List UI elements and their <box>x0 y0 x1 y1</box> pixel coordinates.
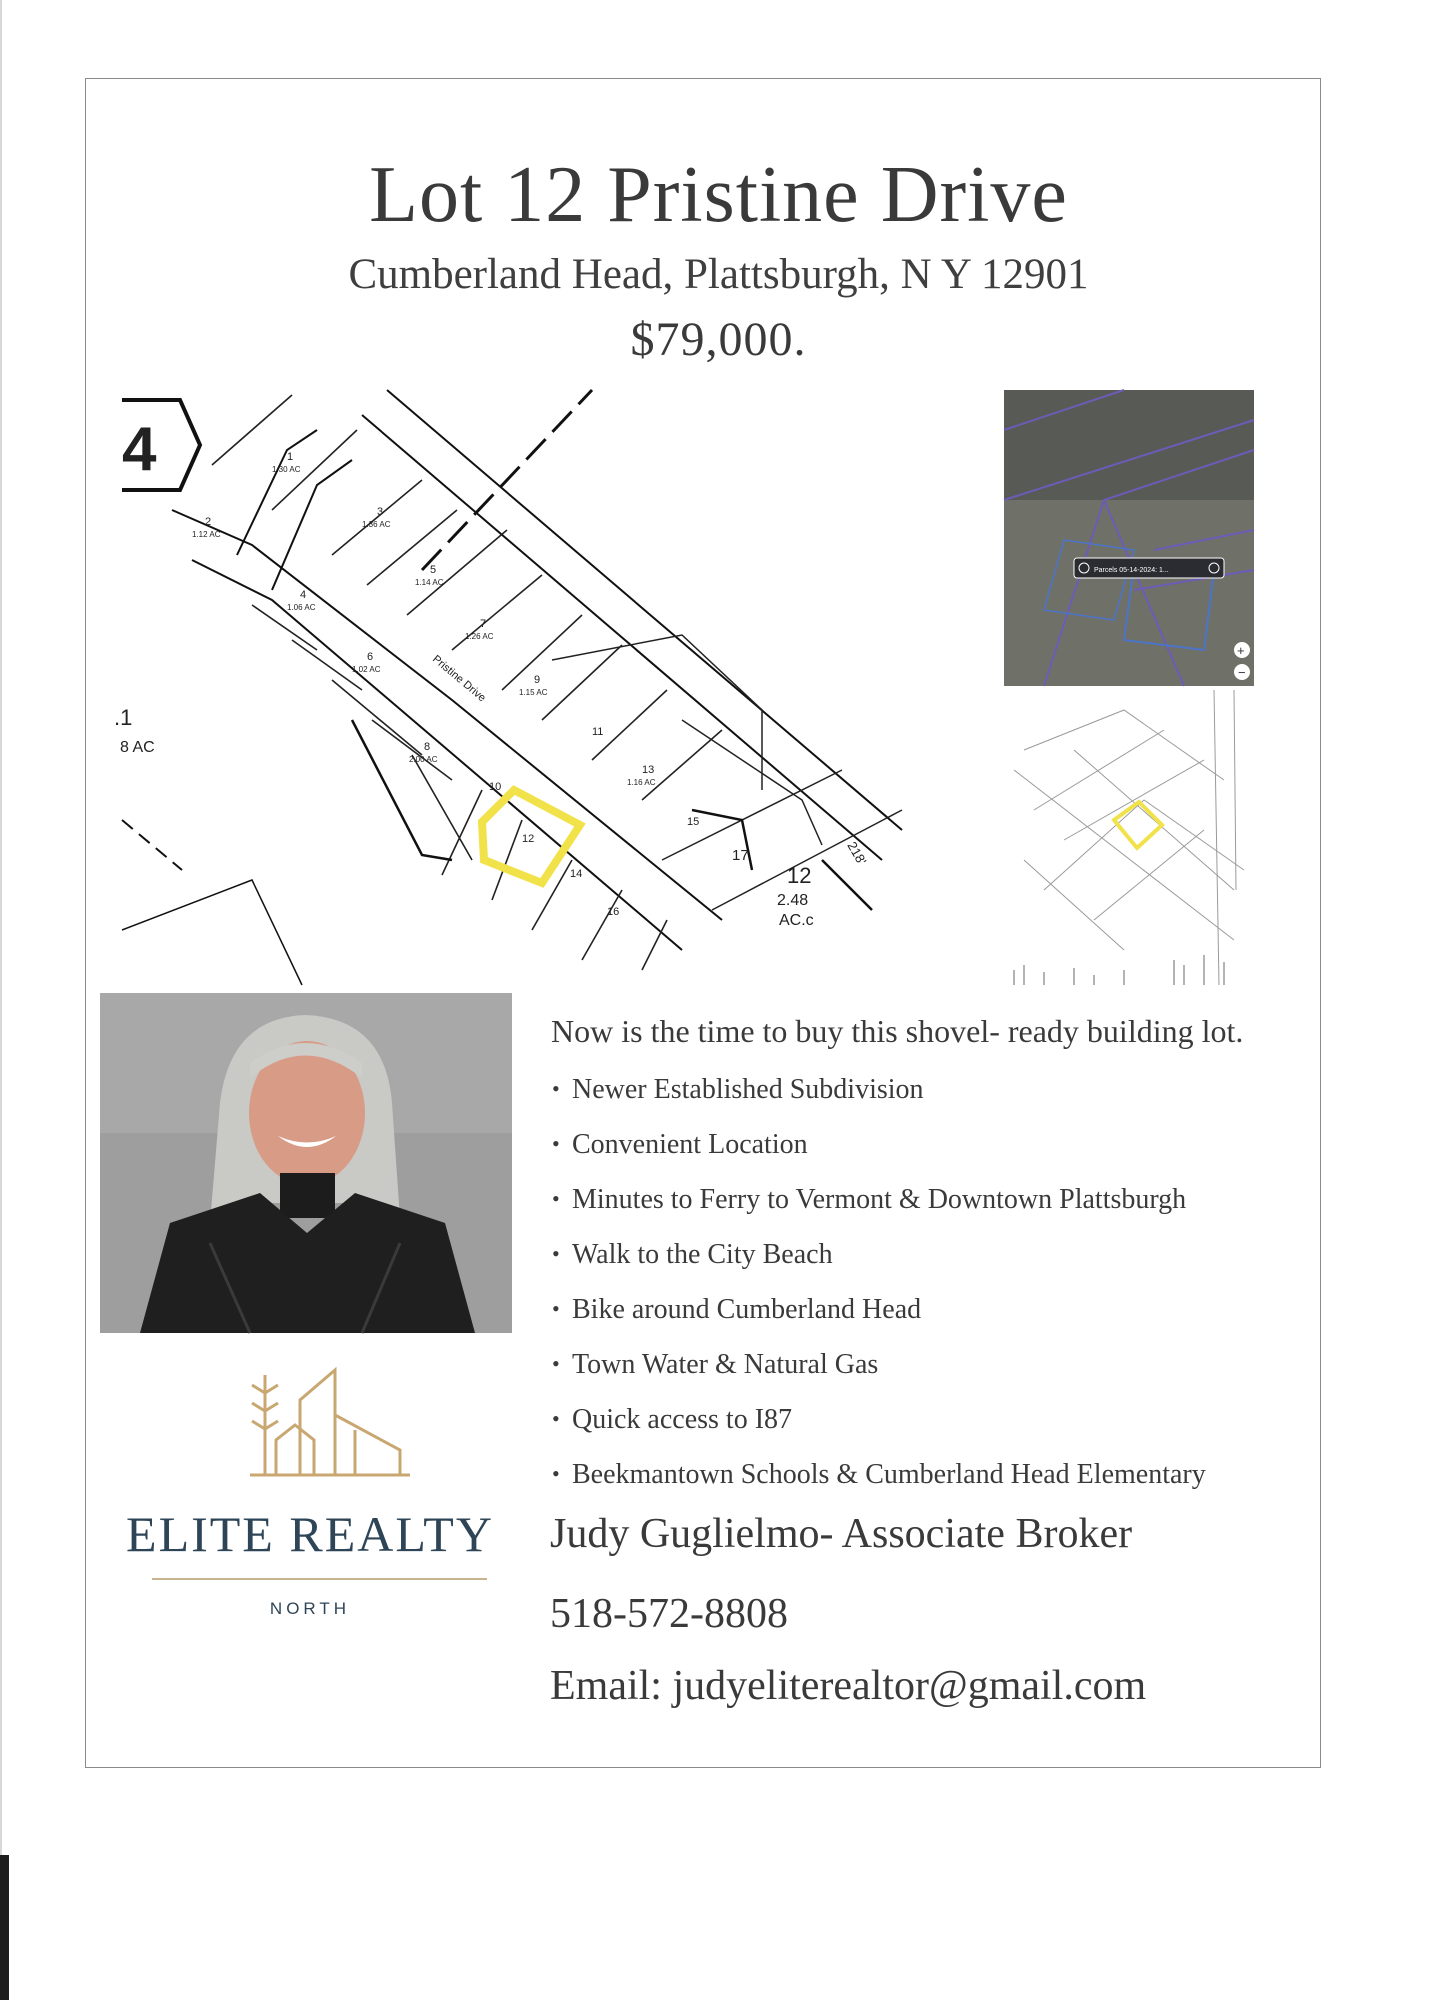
agent-photo <box>100 993 512 1333</box>
feature-text: Bike around Cumberland Head <box>572 1294 922 1325</box>
brand-logo <box>100 1355 520 1615</box>
lot-number: 10 <box>489 781 502 793</box>
feature-item <box>552 1074 1206 1129</box>
feature-item <box>552 1459 1206 1514</box>
agent-email[interactable]: Email: judyeliterealtor@gmail.com <box>550 1663 1147 1709</box>
lot-acreage: 1.16 AC <box>627 778 656 787</box>
feature-text: Quick access to I87 <box>572 1404 793 1435</box>
zoom-out-label: − <box>1238 665 1246 680</box>
lot-number: 9 <box>534 674 541 686</box>
lot-number: 11 <box>592 726 604 738</box>
section-number: 4 <box>122 415 157 484</box>
lot-number: 12 <box>522 833 535 845</box>
lot-number: 3 <box>377 506 384 518</box>
lot-acreage: 1.02 AC <box>352 665 381 674</box>
bullet-icon: • <box>552 1131 560 1156</box>
listing-headline: Now is the time to buy this shovel- ready building lot. <box>551 1013 1244 1049</box>
bullet-icon: • <box>552 1406 560 1431</box>
right-parcel-number: 12 <box>787 863 812 888</box>
lot-acreage: 1.06 AC <box>287 603 316 612</box>
lot-number: 8 <box>424 741 431 753</box>
bullet-icon: • <box>552 1351 560 1376</box>
feature-text: Town Water & Natural Gas <box>572 1349 879 1380</box>
brand-name: ELITE REALTY <box>126 1506 494 1562</box>
lot-number: 7 <box>480 618 487 630</box>
feature-text: Minutes to Ferry to Vermont & Downtown Plattsburgh <box>572 1184 1187 1215</box>
feature-item <box>552 1349 1206 1404</box>
overview-plat-map <box>1004 690 1254 985</box>
zoom-in-label: + <box>1237 643 1245 658</box>
feature-item <box>552 1184 1206 1239</box>
listing-location: Cumberland Head, Plattsburgh, N Y 12901 <box>348 251 1089 298</box>
lot-acreage: 1.36 AC <box>362 520 391 529</box>
lot-number: 2 <box>205 516 212 528</box>
map-popup-text: Parcels 05-14-2024: 1... <box>1094 567 1169 574</box>
road-label: Pristine Drive <box>430 653 488 705</box>
lot-number: 5 <box>430 564 437 576</box>
agent-name-title: Judy Guglielmo- Associate Broker <box>550 1511 1133 1557</box>
right-parcel-acreage: AC.c <box>779 912 814 929</box>
feature-item <box>552 1129 1206 1184</box>
lot-number: 15 <box>687 816 700 828</box>
lot-acreage: 1.26 AC <box>465 632 494 641</box>
feature-text: Convenient Location <box>572 1129 808 1160</box>
lot-number: 1 <box>287 451 294 463</box>
bullet-icon: • <box>552 1186 560 1211</box>
lot-acreage: 2.00 AC <box>409 755 438 764</box>
bullet-icon: • <box>552 1076 560 1101</box>
feature-text: Newer Established Subdivision <box>572 1074 924 1105</box>
lot-number: 13 <box>642 764 655 776</box>
feature-item <box>552 1239 1206 1294</box>
lot-acreage: 1.12 AC <box>192 530 221 539</box>
right-dimension: 218' <box>844 839 870 868</box>
scan-edge-mark <box>0 1855 9 2000</box>
aerial-parcel-map <box>1004 390 1254 686</box>
lot-acreage: 1.14 AC <box>415 578 444 587</box>
bullet-icon: • <box>552 1296 560 1321</box>
feature-text: Beekmantown Schools & Cumberland Head Elementary <box>572 1459 1206 1490</box>
feature-list <box>552 1074 1206 1514</box>
feature-item <box>552 1404 1206 1459</box>
listing-price: $79,000. <box>630 313 807 366</box>
agent-phone[interactable]: 518-572-8808 <box>550 1591 788 1637</box>
left-parcel-acreage: 8 AC <box>120 739 155 756</box>
subdivision-plat-map <box>114 390 902 985</box>
left-parcel-number: .1 <box>114 705 133 730</box>
lot-number: 6 <box>367 651 374 663</box>
brand-subtitle: NORTH <box>269 1599 351 1618</box>
lot-acreage: 1.30 AC <box>272 465 301 474</box>
feature-item <box>552 1294 1206 1349</box>
bullet-icon: • <box>552 1461 560 1486</box>
bullet-icon: • <box>552 1241 560 1266</box>
feature-text: Walk to the City Beach <box>572 1239 833 1270</box>
right-parcel-acreage: 2.48 <box>777 892 809 909</box>
listing-title: Lot 12 Pristine Drive <box>369 151 1068 239</box>
lot-number: 14 <box>570 868 583 880</box>
lot-number: 16 <box>607 906 620 918</box>
lot-number: 17 <box>732 847 749 864</box>
lot-number: 4 <box>300 589 307 601</box>
lot-acreage: 1.15 AC <box>519 688 548 697</box>
brand-divider <box>152 1578 487 1580</box>
